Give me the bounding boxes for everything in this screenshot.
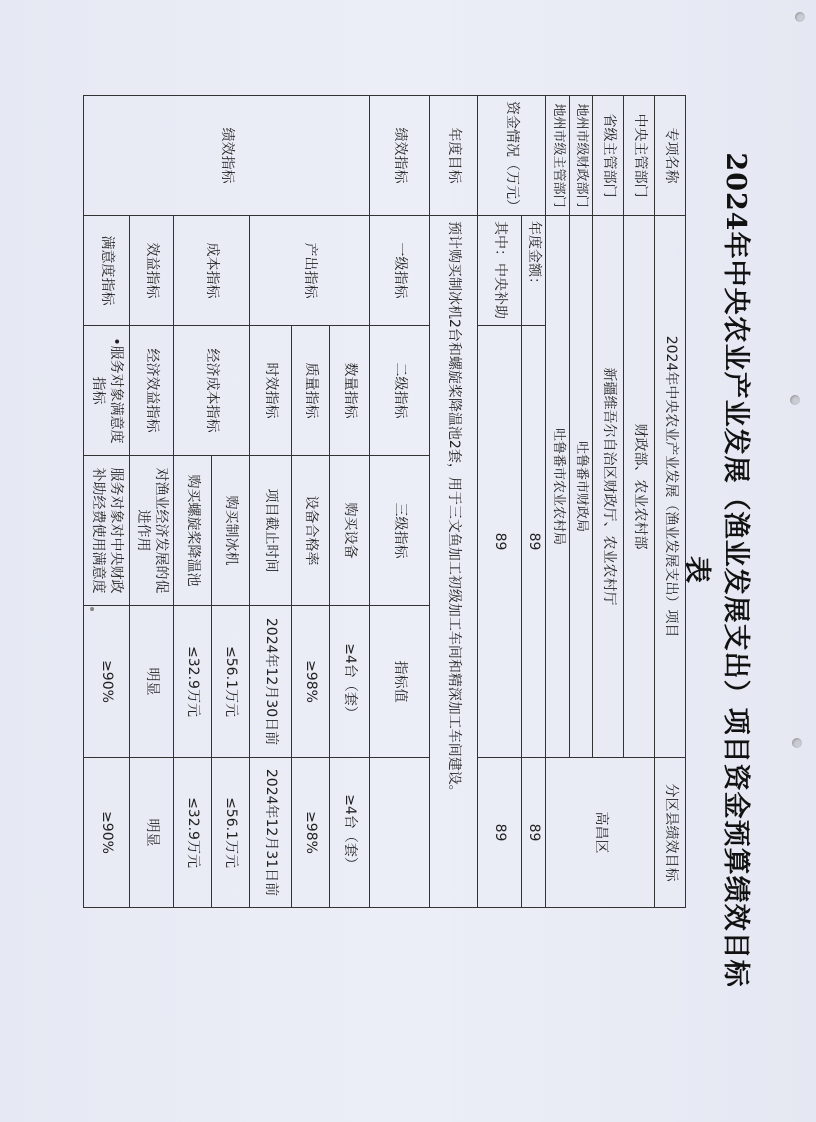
- indicator-level2: 经济成本指标: [174, 326, 250, 456]
- table-row: [430, 96, 478, 908]
- table-row: [624, 96, 655, 908]
- indicator-level2: 质量指标: [292, 326, 330, 456]
- label-funds: 资金情况（万元）: [478, 96, 547, 216]
- indicator-level2: 时效指标: [250, 326, 292, 456]
- indicator-district-value: ≥90%: [84, 758, 130, 908]
- indicator-district-value: ≤32.9万元: [174, 758, 212, 908]
- value-central-subsidy: 89: [478, 326, 522, 758]
- value-provincial-dept: 新疆维吾尔自治区财政厅、农业农村厅: [593, 216, 624, 758]
- label-performance-indicators: 绩效指标: [84, 96, 370, 216]
- indicator-level2: 经济效益指标: [130, 326, 174, 456]
- table-row: [330, 96, 370, 908]
- indicator-level1: 满意度指标: [84, 216, 130, 326]
- header-level1: 一级指标: [370, 216, 430, 326]
- indicator-district-value: ≤56.1万元: [212, 758, 250, 908]
- label-project-name: 专项名称: [655, 96, 686, 216]
- value-annual-goal: 预计购买制冰机2台和螺旋桨降温池2套，用于三文鱼加工初级加工车间和精深加工车间建设。: [430, 216, 478, 908]
- indicator-level3: 购买制冰机: [212, 456, 250, 606]
- indicator-level1: 产出指标: [250, 216, 370, 326]
- value-district-amount: 89: [522, 758, 547, 908]
- header-level2: 二级指标: [370, 326, 430, 456]
- indicator-level3: 设备合格率: [292, 456, 330, 606]
- value-annual-amount: 89: [522, 326, 547, 758]
- value-prefecture-dept: 吐鲁番市农业农村局: [546, 216, 569, 758]
- table-row: [655, 96, 686, 908]
- label-district-target: 分区县绩效目标: [655, 758, 686, 908]
- label-annual-amount: 年度金额：: [522, 216, 547, 326]
- indicator-level3: 购买设备: [330, 456, 370, 606]
- label-central-subsidy: 其中：中央补助: [478, 216, 522, 326]
- value-district: 高昌区: [546, 758, 655, 908]
- table-row: [84, 96, 130, 908]
- indicator-value: ≥98%: [292, 606, 330, 758]
- indicator-level3: 服务对象对中央财政补助经费使用满意度: [84, 456, 130, 606]
- budget-performance-table: [83, 95, 686, 908]
- indicator-district-value: ≥4台（套）: [330, 758, 370, 908]
- table-row: [370, 96, 430, 908]
- label-performance-indicators-header: 绩效指标: [370, 96, 430, 216]
- label-central-dept: 中央主管部门: [624, 96, 655, 216]
- label-provincial-dept: 省级主管部门: [593, 96, 624, 216]
- label-prefecture-finance: 地州市级财政部门: [569, 96, 592, 216]
- indicator-value: ≤32.9万元: [174, 606, 212, 758]
- indicator-value: 2024年12月30日前: [250, 606, 292, 758]
- value-central-dept: 财政部、农业农村部: [624, 216, 655, 758]
- document-title: 2024年中央农业产业发展（渔业发展支出）项目资金预算绩效目标表: [681, 152, 751, 988]
- indicator-district-value: ≥98%: [292, 758, 330, 908]
- table-row: [212, 96, 250, 908]
- indicator-value: ≤56.1万元: [212, 606, 250, 758]
- header-indicator-value: 指标值: [370, 606, 430, 758]
- value-project-name: 2024年中央农业产业发展（渔业发展支出）项目: [655, 216, 686, 758]
- label-prefecture-dept: 地州市级主管部门: [546, 96, 569, 216]
- indicator-district-value: 明显: [130, 758, 174, 908]
- indicator-level1: 效益指标: [130, 216, 174, 326]
- value-district-subsidy: 89: [478, 758, 522, 908]
- indicator-value: ≥90%: [84, 606, 130, 758]
- table-row: [522, 96, 547, 908]
- indicator-level2: •服务对象满意度指标: [84, 326, 130, 456]
- indicator-level3: 项目截止时间: [250, 456, 292, 606]
- indicator-level1: 成本指标: [174, 216, 250, 326]
- indicator-level3: 对渔业经济发展的促进作用: [130, 456, 174, 606]
- table-row: [478, 96, 522, 908]
- table-row: [130, 96, 174, 908]
- label-annual-goal: 年度目标: [430, 96, 478, 216]
- indicator-value: 明显: [130, 606, 174, 758]
- value-prefecture-finance: 吐鲁番市财政局: [569, 216, 592, 758]
- header-level3: 三级指标: [370, 456, 430, 606]
- indicator-level3: 购买螺旋桨降温池: [174, 456, 212, 606]
- indicator-district-value: 2024年12月31日前: [250, 758, 292, 908]
- indicator-level2: 数量指标: [330, 326, 370, 456]
- indicator-value: ≥4台（套）: [330, 606, 370, 758]
